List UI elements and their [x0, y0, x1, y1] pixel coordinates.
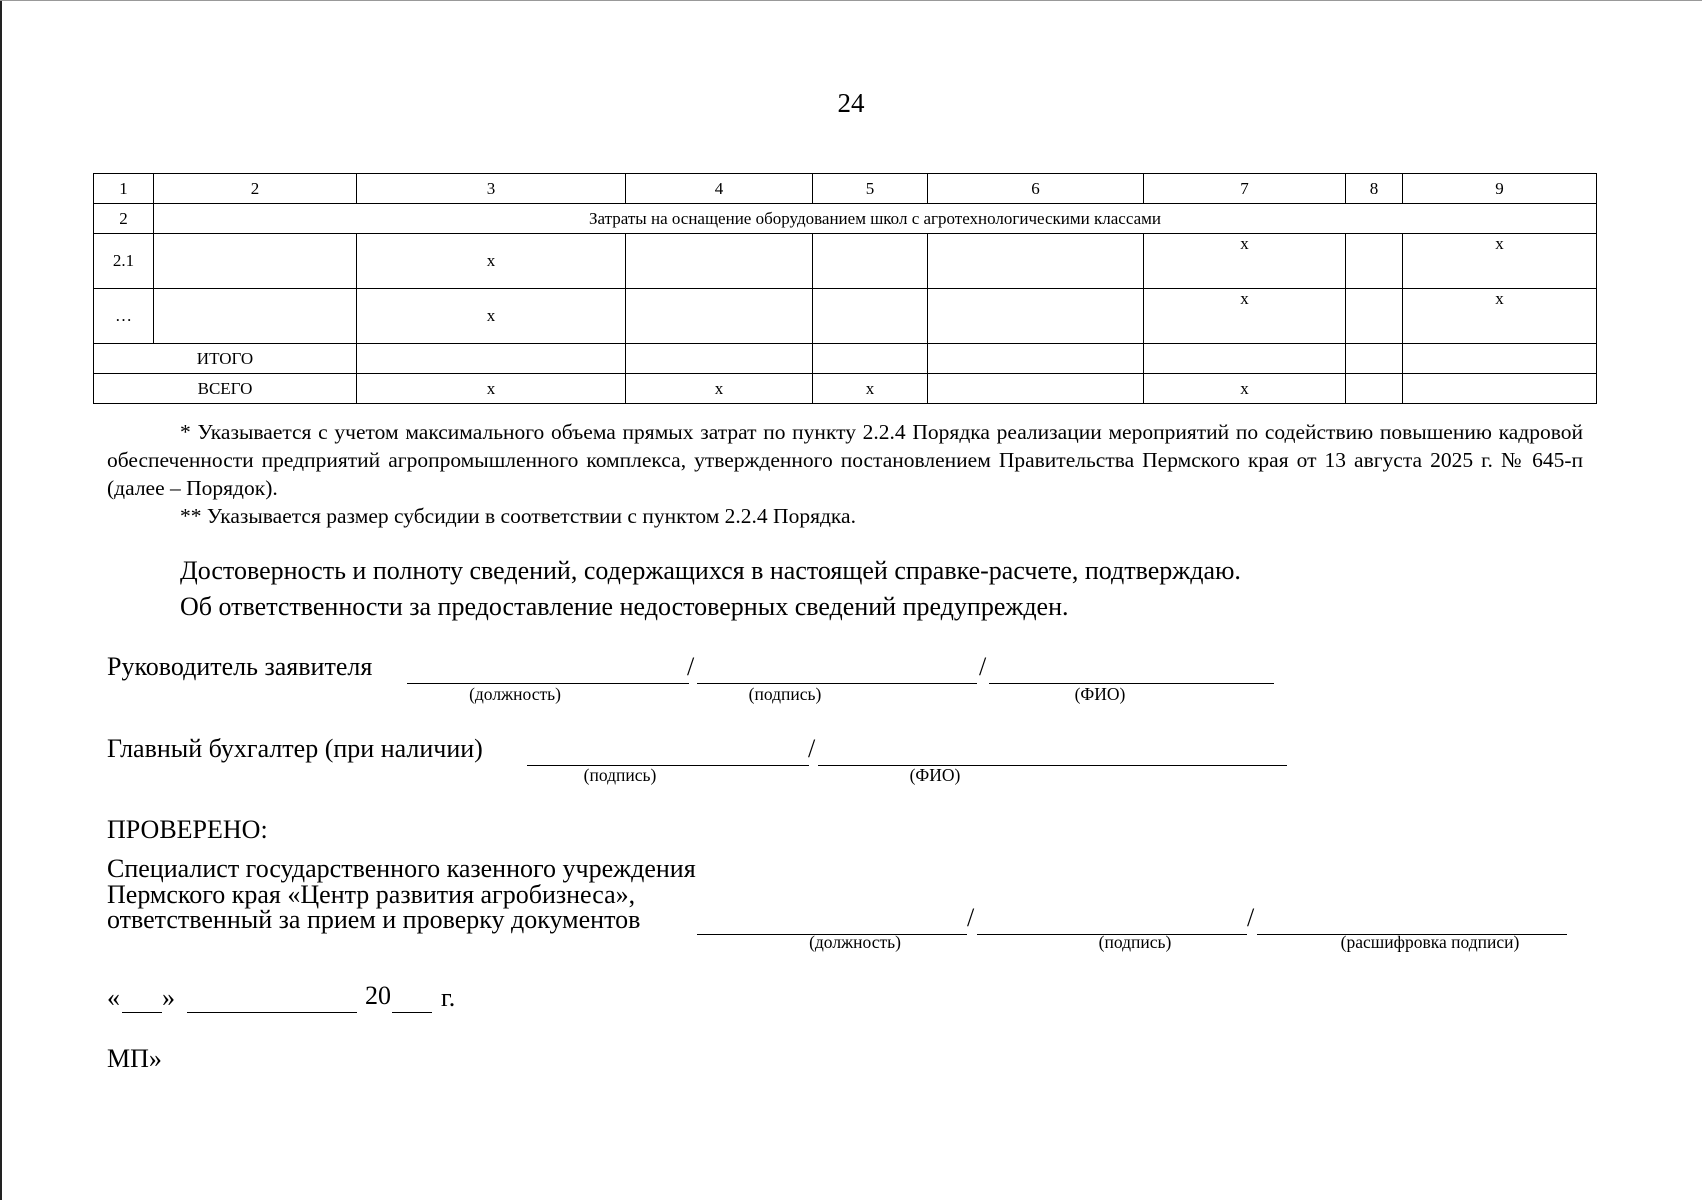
table-cell: х [1144, 234, 1346, 289]
caption-position: (должность) [469, 684, 561, 704]
date-day-field[interactable] [122, 1012, 162, 1013]
date-year-field[interactable] [392, 1012, 432, 1013]
separator-slash: / [979, 652, 987, 681]
table-cell [1346, 344, 1403, 374]
vsego-label: ВСЕГО [94, 374, 357, 404]
caption-name: (ФИО) [1074, 684, 1126, 704]
vsego-row [94, 374, 1597, 404]
table-cell: х [626, 374, 813, 404]
table-row [94, 234, 1597, 289]
table-cell [813, 289, 928, 344]
scan-edge-left [0, 0, 2, 1200]
header-cell: 8 [1346, 174, 1403, 204]
table-cell: х [1403, 234, 1597, 289]
table-cell: х [357, 234, 626, 289]
table-row [94, 289, 1597, 344]
caption-signature: (подпись) [583, 765, 657, 785]
section-row [94, 204, 1597, 234]
head-signature-label: Руководитель заявителя [107, 652, 373, 681]
table-cell [626, 344, 813, 374]
table-cell: х [1144, 289, 1346, 344]
table-cell: х [357, 289, 626, 344]
header-cell: 7 [1144, 174, 1346, 204]
table-cell [1403, 344, 1597, 374]
header-cell: 3 [357, 174, 626, 204]
accountant-signature-label: Главный бухгалтер (при наличии) [107, 734, 483, 763]
date-month-field[interactable] [187, 1012, 357, 1013]
caption-signature: (подпись) [1098, 932, 1172, 952]
table-cell [928, 374, 1144, 404]
stamp-mark: МП» [107, 1044, 162, 1073]
table-cell [813, 344, 928, 374]
header-cell: 1 [94, 174, 154, 204]
separator-slash: / [967, 903, 975, 932]
table-cell [626, 289, 813, 344]
date-year-suffix: г. [441, 983, 456, 1012]
table-cell [357, 344, 626, 374]
table-cell [1346, 374, 1403, 404]
header-cell: 5 [813, 174, 928, 204]
calculation-table [93, 173, 1597, 404]
table-cell: х [1403, 289, 1597, 344]
checked-line-1: Специалист государственного казенного учреждения [107, 854, 696, 883]
section-number: 2 [94, 204, 154, 234]
date-open-quote: « [107, 983, 120, 1012]
itogo-label: ИТОГО [94, 344, 357, 374]
checked-title: ПРОВЕРЕНО: [107, 815, 268, 844]
itogo-row [94, 344, 1597, 374]
table-cell [1144, 344, 1346, 374]
table-cell [928, 289, 1144, 344]
table-cell [813, 234, 928, 289]
statement-line-2: Об ответственности за предоставление недостоверных сведений предупрежден. [180, 592, 1069, 621]
caption-decode: (расшифровка подписи) [1340, 932, 1520, 952]
table-header-row [94, 174, 1597, 204]
table-cell: х [357, 374, 626, 404]
table-cell [154, 289, 357, 344]
footnote-2: ** Указывается размер субсидии в соответствии с пунктом 2.2.4 Порядка. [180, 504, 856, 528]
table-cell [1403, 374, 1597, 404]
page-number: 24 [837, 88, 865, 118]
caption-signature: (подпись) [748, 684, 822, 704]
statement-line-1: Достоверность и полноту сведений, содержащихся в настоящей справке-расчете, подтверждаю. [180, 556, 1241, 585]
footnotes [107, 418, 1583, 530]
table-cell [928, 344, 1144, 374]
checked-line-3: ответственный за прием и проверку документов [107, 905, 641, 934]
table-cell [154, 234, 357, 289]
header-cell: 9 [1403, 174, 1597, 204]
checked-line-2: Пермского края «Центр развития агробизнеса», [107, 880, 636, 909]
footnote-1: * Указывается с учетом максимального объема прямых затрат по пункту 2.2.4 Порядка реализации мероприятий по содействию повышению кадровой обеспеченности предприятий агропромышленного комплекса, утвержденного постановлением Правительства Пермского края от 13 августа 2025 г. № 645-п (далее – Порядок). [107, 420, 1583, 500]
table-cell: х [1144, 374, 1346, 404]
date-close-quote: » [162, 983, 175, 1012]
table-cell [626, 234, 813, 289]
date-year-prefix: 20 [365, 981, 391, 1010]
separator-slash: / [1247, 903, 1255, 932]
row-number: … [94, 289, 154, 344]
table-cell [928, 234, 1144, 289]
table-cell: х [813, 374, 928, 404]
separator-slash: / [687, 652, 695, 681]
table-cell [1346, 289, 1403, 344]
header-cell: 2 [154, 174, 357, 204]
separator-slash: / [808, 734, 816, 763]
section-title: Затраты на оснащение оборудованием школ с агротехнологическими классами [154, 204, 1597, 234]
scan-edge-top [0, 0, 1702, 1]
header-cell: 6 [928, 174, 1144, 204]
caption-name: (ФИО) [909, 765, 961, 785]
caption-position: (должность) [809, 932, 901, 952]
header-cell: 4 [626, 174, 813, 204]
row-number: 2.1 [94, 234, 154, 289]
table-cell [1346, 234, 1403, 289]
